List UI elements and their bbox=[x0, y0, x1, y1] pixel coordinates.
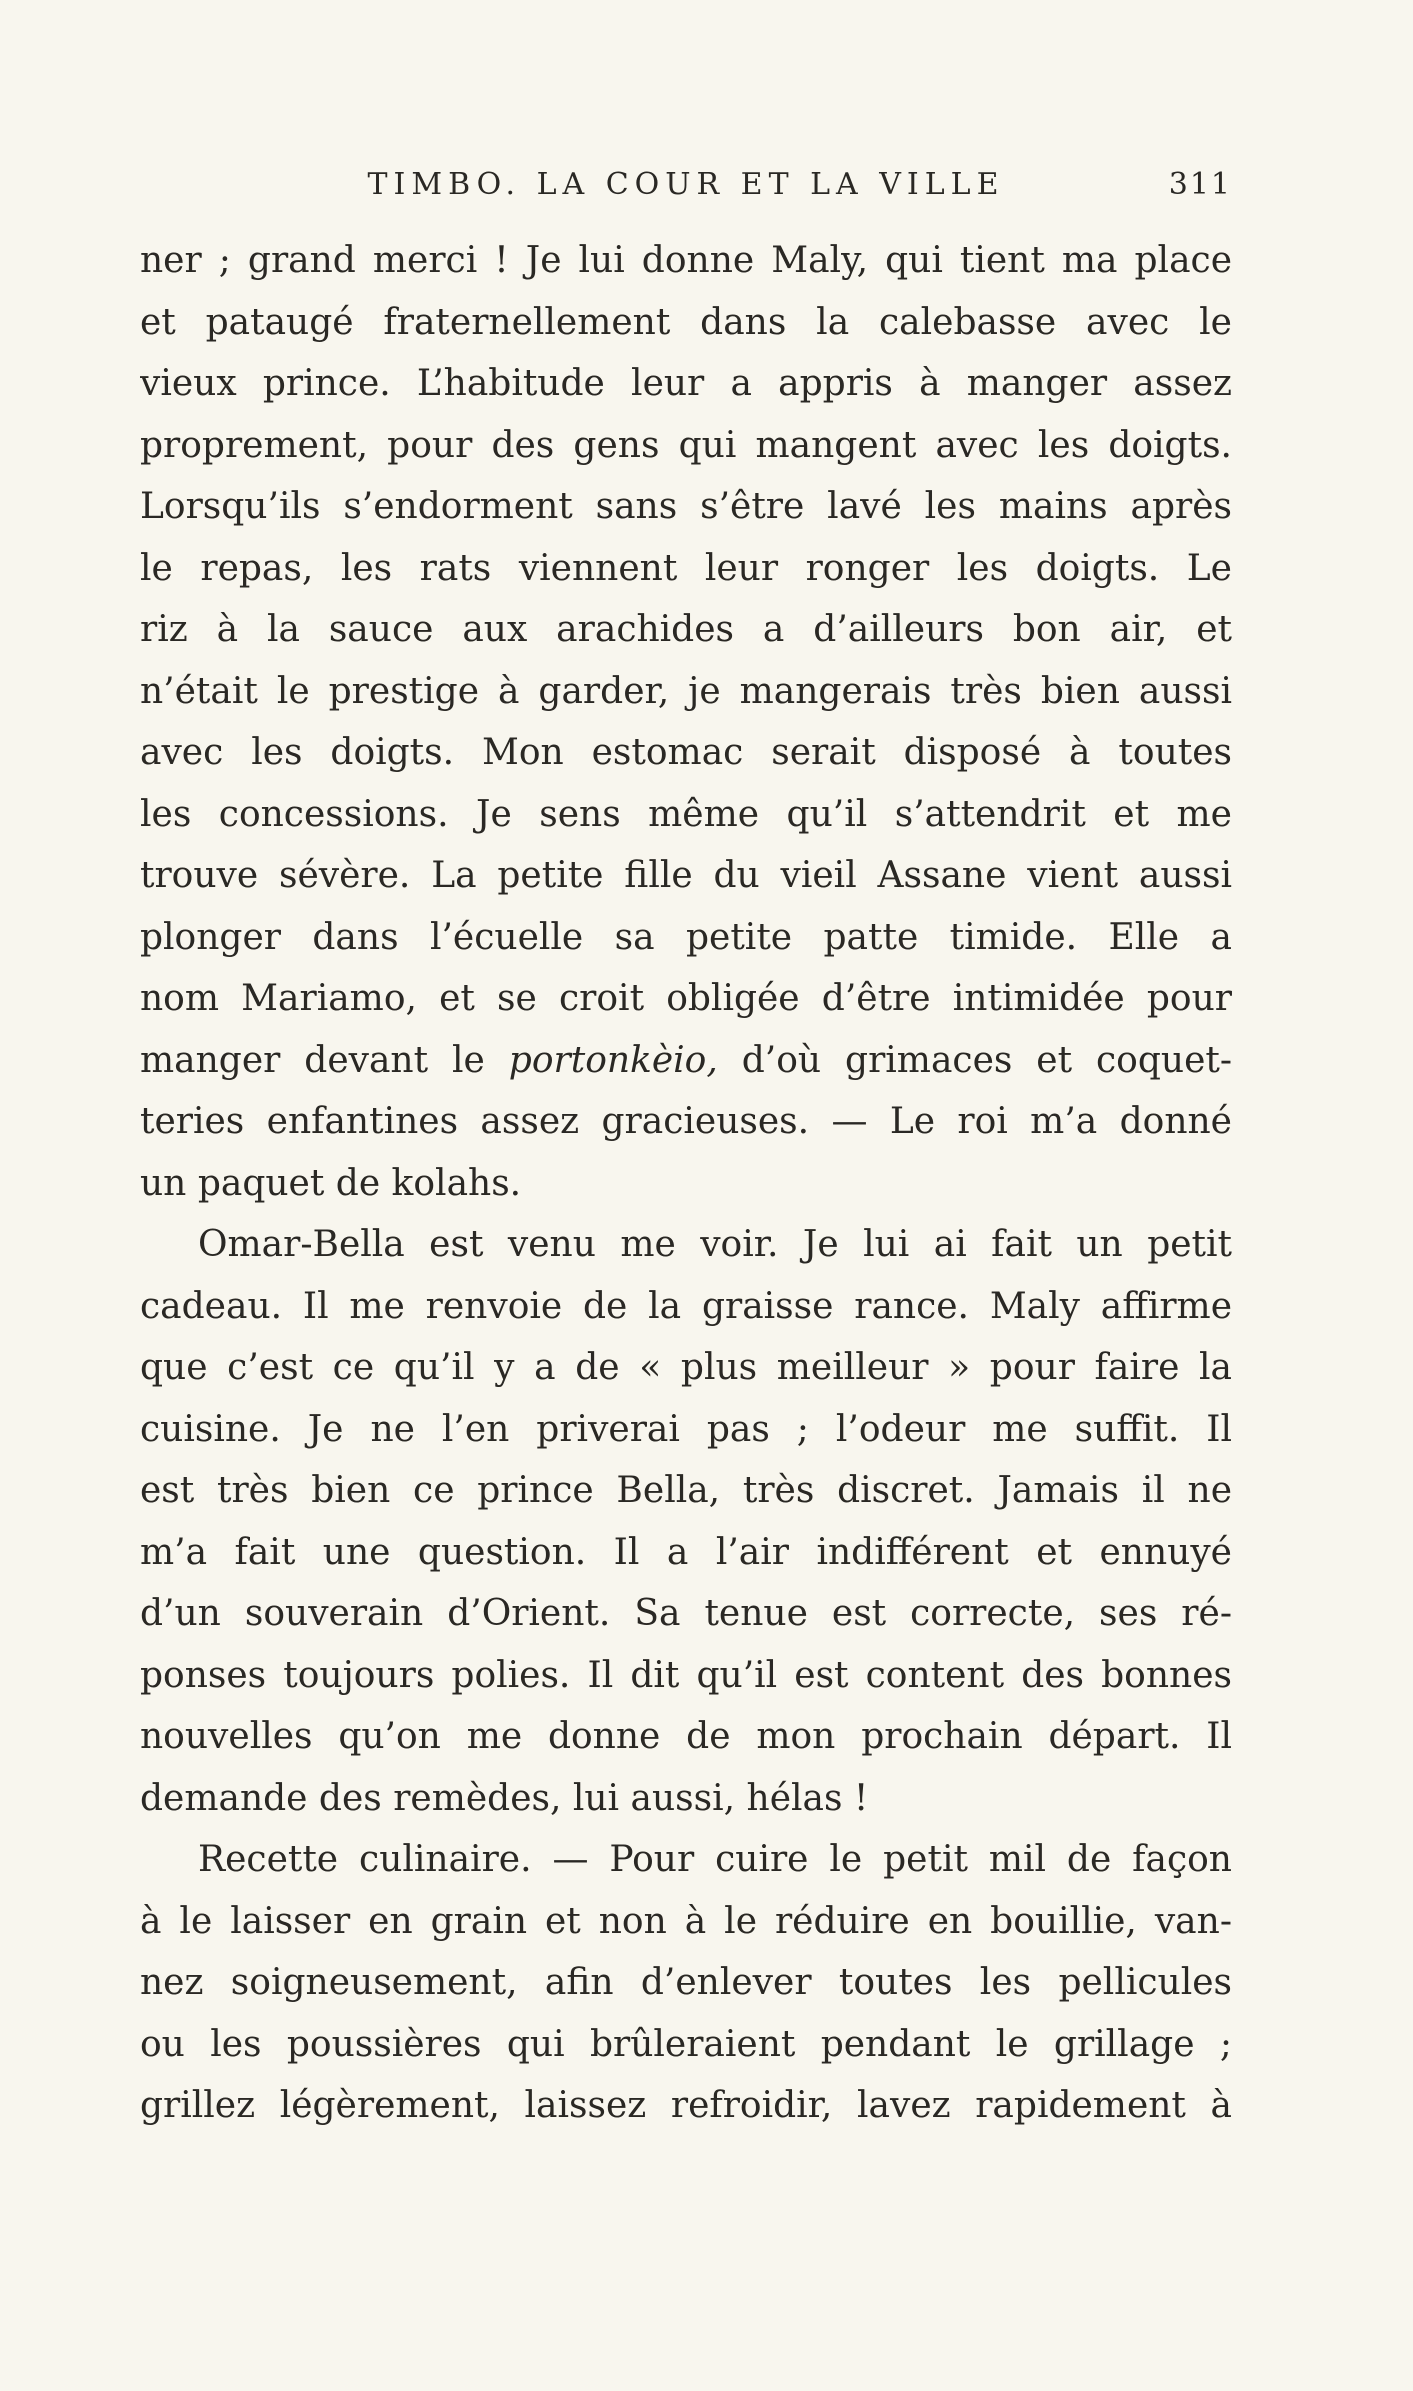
body-text bbox=[140, 230, 1232, 2137]
text-line: trouve sévère. La petite fille du vieil Assane vient aussi bbox=[140, 855, 1232, 896]
text-segment: d’où grimaces et coquet- bbox=[717, 1039, 1232, 1081]
text-line: vieux prince. L’habitude leur a appris à manger assez bbox=[140, 363, 1232, 404]
text-line: proprement, pour des gens qui mangent avec les doigts. bbox=[140, 424, 1232, 466]
text-line: ner ; grand merci ! Je lui donne Maly, qui tient ma place bbox=[140, 240, 1232, 281]
page-header bbox=[140, 162, 1232, 208]
text-line: grillez légèrement, laissez refroidir, lavez rapidement à bbox=[140, 2085, 1232, 2126]
text-line: et pataugé fraternellement dans la calebasse avec le bbox=[140, 301, 1232, 343]
text-line: que c’est ce qu’il y a de « plus meilleur » pour faire la bbox=[140, 1347, 1232, 1388]
text-line: est très bien ce prince Bella, très discret. Jamais il ne bbox=[140, 1470, 1232, 1511]
text-line: avec les doigts. Mon estomac serait disposé à toutes bbox=[140, 732, 1232, 773]
paragraph-first-line: Recette culinaire. — Pour cuire le petit mil de façon bbox=[198, 1839, 1232, 1880]
text-line: nez soigneusement, afin d’enlever toutes les pellicules bbox=[140, 1962, 1232, 2003]
text-line: Lorsqu’ils s’endorment sans s’être lavé les mains après bbox=[140, 486, 1232, 527]
text-line: nouvelles qu’on me donne de mon prochain départ. Il bbox=[140, 1716, 1232, 1757]
text-line: n’était le prestige à garder, je mangerais très bien aussi bbox=[140, 670, 1232, 712]
text-line: demande des remèdes, lui aussi, hélas ! bbox=[140, 1777, 869, 1819]
text-line: un paquet de kolahs. bbox=[140, 1162, 522, 1204]
text-line: d’un souverain d’Orient. Sa tenue est correcte, ses ré- bbox=[140, 1593, 1232, 1634]
text-line: cadeau. Il me renvoie de la graisse rance. Maly affirme bbox=[140, 1285, 1232, 1327]
page-number: 311 bbox=[1168, 167, 1232, 202]
text-line: m’a fait une question. Il a l’air indifférent et ennuyé bbox=[140, 1531, 1232, 1573]
text-line: ponses toujours polies. Il dit qu’il est content des bonnes bbox=[140, 1654, 1232, 1696]
text-line: plonger dans l’écuelle sa petite patte timide. Elle a bbox=[140, 916, 1232, 958]
text-line: le repas, les rats viennent leur ronger les doigts. Le bbox=[140, 547, 1232, 589]
italic-term: portonkèio, bbox=[508, 1039, 718, 1081]
paragraph-first-line: Omar-Bella est venu me voir. Je lui ai fait un petit bbox=[198, 1224, 1232, 1265]
text-line: riz à la sauce aux arachides a d’ailleurs bon air, et bbox=[140, 609, 1232, 650]
text-line: nom Mariamo, et se croit obligée d’être intimidée pour bbox=[140, 978, 1232, 1019]
text-line: ou les poussières qui brûleraient pendant le grillage ; bbox=[140, 2023, 1232, 2065]
text-line: à le laisser en grain et non à le réduire en bouillie, van- bbox=[140, 1900, 1232, 1942]
running-head: TIMBO. LA COUR ET LA VILLE bbox=[367, 167, 1005, 202]
text-line: teries enfantines assez gracieuses. — Le roi m’a donné bbox=[140, 1101, 1232, 1142]
text-line: les concessions. Je sens même qu’il s’attendrit et me bbox=[140, 793, 1232, 835]
text-line: cuisine. Je ne l’en priverai pas ; l’odeur me suffit. Il bbox=[140, 1408, 1232, 1450]
text-segment: manger devant le bbox=[140, 1039, 509, 1081]
text-line-with-italic bbox=[140, 1030, 1232, 1092]
